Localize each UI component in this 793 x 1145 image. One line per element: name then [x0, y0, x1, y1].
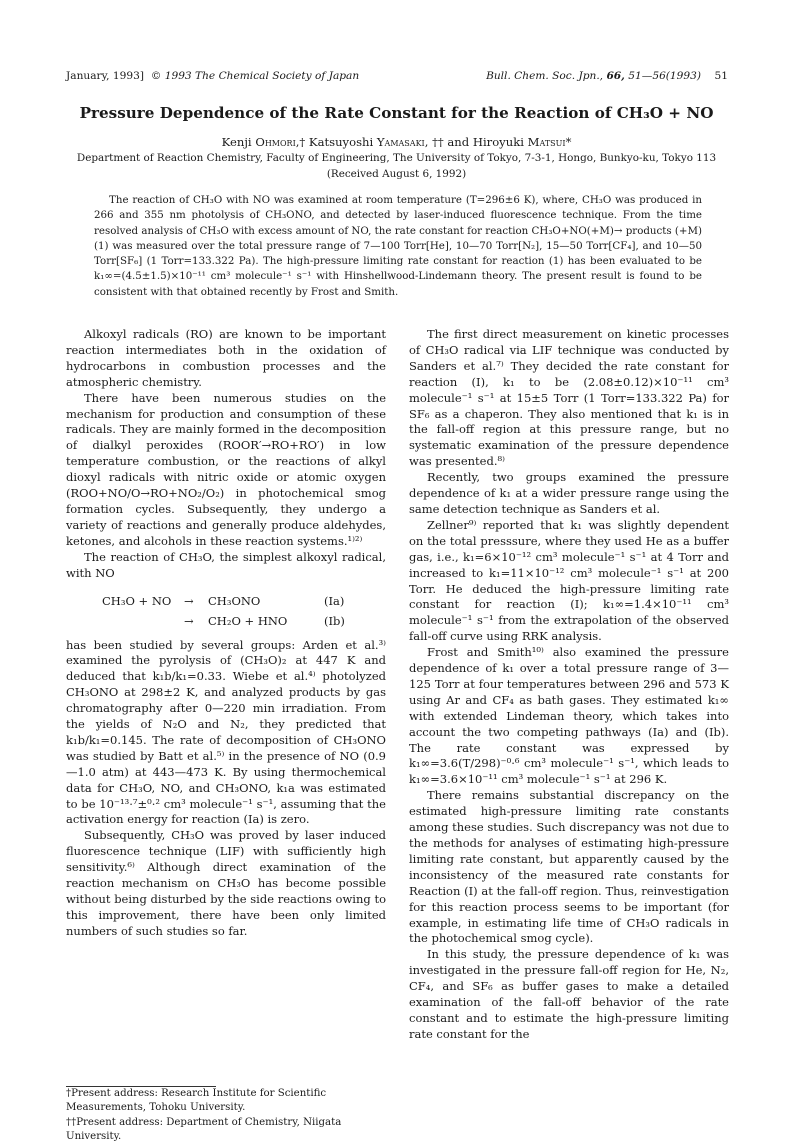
- reaction-rhs: CH₂O + HNO: [208, 613, 288, 628]
- reaction-arrow: →: [184, 593, 194, 608]
- reaction-row-ib: [102, 614, 372, 630]
- header-left: [66, 70, 359, 82]
- paragraph: There have been numerous studies on the mechanism for production and consumption of these radicals. They are mainly formed in the decomposition of dialkyl peroxides (ROOR′→RO+RO′) in low temperature combustion, or the reactions of alkyl dioxyl radicals with nitric oxide or atomic oxygen (ROO+NO/O→RO+NO₂/O₂) in photochemical smog formation cycles. Subsequently, they undergo a variety of reactions and generally produce aldehydes, ketones, and alcohols in these reaction systems.¹⁾²⁾: [66, 390, 386, 548]
- header-pages: 51—56(1993): [628, 70, 702, 82]
- author-2-last: Yamasaki: [376, 135, 425, 149]
- affiliation: Department of Reaction Chemistry, Faculty of Engineering, The University of Tokyo, 7-3-1, Hongo, Bunkyo-ku, Tokyo 113: [76, 152, 717, 164]
- paragraph: Subsequently, CH₃O was proved by laser induced fluorescence technique (LIF) with sufficiently high sensitivity.⁶⁾ Although direct examination of the reaction mechanism on CH₃O has become possible without being disturbed by the side reactions owing to this improvement, there have been only limited numbers of such studies so far.: [66, 828, 386, 938]
- author-1-first: Kenji: [221, 135, 256, 149]
- paragraph: Zellner⁹⁾ reported that k₁ was slightly dependent on the total presssure, where they used He as a buffer gas, i.e., k₁=6×10⁻¹² cm³ molecule⁻¹ s⁻¹ at 4 Torr and increased to k₁=11×10⁻¹² cm³ molecule⁻¹ s⁻¹ at 200 Torr. He deduced the high-pressure limiting rate constant for reaction (I); k₁∞=1.4×10⁻¹¹ cm³ molecule⁻¹ s⁻¹ from the extrapolation of the observed fall-off curve using RRK analysis.: [409, 517, 729, 644]
- reaction-arrow: →: [184, 613, 194, 628]
- abstract: The reaction of CH₃O with NO was examined at room temperature (T=296±6 K), where, CH₃O was produced in 266 and 355 nm photolysis of CH₃ONO, and detected by laser-induced fluorescence technique. From the time resolved analysis of CH₃O with excess amount of NO, the rate constant for reaction CH₃O+NO(+M)→ products (+M) (1) was measured over the total pressure range of 7—100 Torr[He], 10—70 Torr[N₂], 15—50 Torr[CF₄], and 10—50 Torr[SF₆] (1 Torr=133.322 Pa). The high-pressure limiting rate constant for reaction (1) has been evaluated to be k₁∞=(4.5±1.5)×10⁻¹¹ cm³ molecule⁻¹ s⁻¹ with Hinshellwood-Lindemann theory. The present result is found to be consistent with that obtained recently by Frost and Smith.: [94, 194, 702, 298]
- paragraph: Recently, two groups examined the pressure dependence of k₁ at a wider pressure range using the same detection technique as Sanders et al.: [409, 470, 729, 516]
- author-3-mark: *: [565, 135, 572, 149]
- author-1-mark: ,†: [295, 135, 306, 149]
- footnote: ††Present address: Department of Chemistry, Niigata University.: [66, 1116, 342, 1143]
- author-2-mark: , †† and Hiroyuki: [424, 135, 528, 149]
- header-volume: 66,: [606, 70, 625, 82]
- reaction-label: (Ia): [324, 593, 345, 608]
- received-date: (Received August 6, 1992): [326, 168, 467, 180]
- author-3-last: Matsui: [527, 135, 566, 149]
- paragraph: The first direct measurement on kinetic processes of CH₃O radical via LIF technique was conducted by Sanders et al.⁷⁾ They decided the rate constant for reaction (I), k₁ to be (2.08±0.12)×10⁻¹¹ cm³ molecule⁻¹ s⁻¹ at 15±5 Torr (1 Torr=133.322 Pa) for SF₆ as a chaperon. They also mentioned that k₁ is in the fall-off region at this pressure range, but no systematic examination of the pressure dependence was presented.⁸⁾: [409, 327, 729, 469]
- reaction-rhs: CH₃ONO: [208, 593, 261, 608]
- left-column: [66, 327, 386, 940]
- header-date: January, 1993]: [66, 70, 144, 82]
- paragraph: Frost and Smith¹⁰⁾ also examined the pressure dependence of k₁ over a total pressure range of 3—125 Torr at four temperatures between 296 and 573 K using Ar and CF₄ as bath gases. They estimated k₁∞ with extended Lindeman theory, which takes into account the two competing pathways (Ia) and (Ib). The rate constant was expressed by k₁∞=3.6(T/298)⁻⁰·⁶ cm³ molecule⁻¹ s⁻¹, which leads to k₁∞=3.6×10⁻¹¹ cm³ molecule⁻¹ s⁻¹ at 296 K.: [409, 645, 729, 787]
- paragraph: There remains substantial discrepancy on the estimated high-pressure limiting rate constants among these studies. Such discrepancy was not due to the methods for analyses of estimating high-pressure limiting rate constant, but apparently caused by the inconsistency of the measured rate constants for Reaction (I) at the fall-off region. Thus, reinvestigation for this reaction process seems to be important (for example, in estimating life time of CH₃O radicals in the photochemical smog cycle).: [409, 788, 729, 946]
- author-2-first: Katsuyoshi: [305, 135, 377, 149]
- paper-title: Pressure Dependence of the Rate Constant for the Reaction of CH₃O + NO: [79, 104, 714, 122]
- reaction-scheme: [66, 588, 386, 632]
- page-number: 51: [714, 70, 728, 82]
- paragraph: In this study, the pressure dependence of k₁ was investigated in the pressure fall-off region for He, N₂, CF₄, and SF₆ as buffer gases to make a detailed examination of the fall-off behavior of the rate constant and to estimate the high-pressure limiting rate constant for the: [409, 947, 729, 1041]
- reaction-row-ia: [102, 594, 372, 610]
- footnote: †Present address: Research Institute for Scientific Measurements, Tohoku University.: [66, 1088, 327, 1114]
- reaction-label: (Ib): [324, 613, 345, 628]
- header-journal: Bull. Chem. Soc. Jpn.,: [486, 70, 604, 82]
- author-1-last: Ohmori: [255, 135, 296, 149]
- author-list: [0, 135, 793, 149]
- right-column: [409, 327, 729, 1043]
- paragraph: The reaction of CH₃O, the simplest alkoxyl radical, with NO: [66, 549, 386, 580]
- paragraph: has been studied by several groups: Arden et al.³⁾ examined the pyrolysis of (CH₃O)₂ at 447 K and deduced that k₁b/k₁=0.33. Wiebe et al.⁴⁾ photolyzed CH₃ONO at 298±2 K, and analyzed products by gas chromatography after 0—220 min irradiation. From the yields of N₂O and N₂, they predicted that k₁b/k₁=0.145. The rate of decomposition of CH₃ONO was studied by Batt et al.⁵⁾ in the presence of NO (0.9—1.0 atm) at 443—473 K. By using thermochemical data for CH₃O, NO, and CH₃ONO, k₁a was estimated to be 10⁻¹³·⁷±⁰·² cm³ molecule⁻¹ s⁻¹, assuming that the activation energy for reaction (Ia) is zero.: [66, 637, 386, 827]
- footnotes: [66, 1087, 386, 1145]
- header-copyright: © 1993 The Chemical Society of Japan: [150, 70, 360, 82]
- reaction-lhs: CH₃O + NO: [102, 593, 172, 608]
- header-right: [486, 70, 728, 82]
- paragraph: Alkoxyl radicals (RO) are known to be important reaction intermediates both in the oxidation of hydrocarbons in combustion processes and the atmospheric chemistry.: [66, 327, 386, 389]
